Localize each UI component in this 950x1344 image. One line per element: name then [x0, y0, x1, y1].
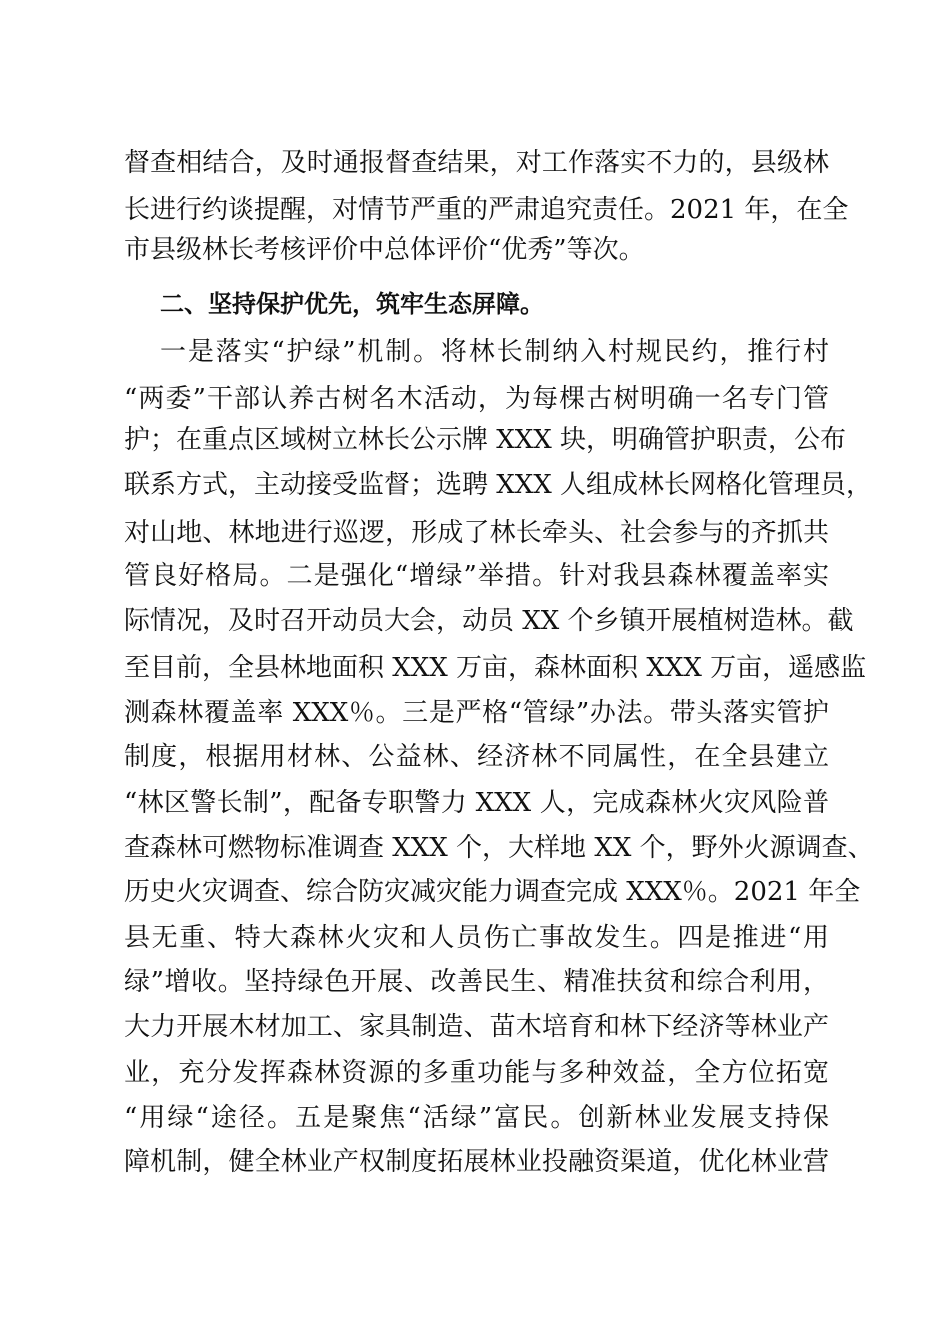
paragraph-line: 绿”增收。坚持绿色开展、改善民生、精准扶贫和综合利用，: [124, 967, 829, 997]
paragraph-line: 管良好格局。二是强化“增绿”举措。针对我县森林覆盖率实: [124, 561, 829, 591]
paragraph-line: “林区警长制”，配备专职警力 XXX 人，完成森林火灾风险普: [124, 788, 829, 818]
paragraph-line: 查森林可燃物标准调查 XXX 个，大样地 XX 个，野外火源调查、: [124, 833, 874, 863]
paragraph-line: 业，充分发挥森林资源的多重功能与多种效益，全方位拓宽: [124, 1058, 829, 1088]
paragraph-line: 长进行约谈提醒，对情节严重的严肃追究责任。2021 年，在全: [124, 195, 849, 225]
paragraph-line: 历史火灾调查、综合防灾减灾能力调查完成 XXX％。2021 年全: [124, 877, 861, 907]
paragraph-line: 际情况，及时召开动员大会，动员 XX 个乡镇开展植树造林。截: [124, 606, 854, 636]
paragraph-line: 测森林覆盖率 XXX％。三是严格“管绿”办法。带头落实管护: [124, 698, 829, 728]
section-heading: 二、坚持保护优先，筑牢生态屏障。: [160, 290, 544, 318]
paragraph-line: 护；在重点区域树立林长公示牌 XXX 块，明确管护职责，公布: [124, 425, 847, 455]
paragraph-line: “两委”干部认养古树名木活动，为每棵古树明确一名专门管: [124, 384, 829, 414]
paragraph-line: 一是落实“护绿”机制。将林长制纳入村规民约，推行村: [160, 337, 829, 367]
paragraph-line: “用绿“途径。五是聚焦“活绿”富民。创新林业发展支持保: [124, 1103, 829, 1133]
paragraph-line: 联系方式，主动接受监督；选聘 XXX 人组成林长网格化管理员，: [124, 470, 873, 500]
paragraph-line: 市县级林长考核评价中总体评价“优秀”等次。: [124, 235, 645, 265]
paragraph-line: 制度，根据用材林、公益林、经济林不同属性，在全县建立: [124, 742, 829, 772]
paragraph-line: 至目前，全县林地面积 XXX 万亩，森林面积 XXX 万亩，遥感监: [124, 653, 867, 683]
paragraph-line: 对山地、林地进行巡逻，形成了林长牵头、社会参与的齐抓共: [124, 518, 829, 548]
paragraph-line: 障机制，健全林业产权制度拓展林业投融资渠道，优化林业营: [124, 1147, 829, 1177]
paragraph-line: 大力开展木材加工、家具制造、苗木培育和林下经济等林业产: [124, 1012, 829, 1042]
paragraph-line: 县无重、特大森林火灾和人员伤亡事故发生。四是推进“用: [124, 923, 829, 953]
paragraph-line: 督查相结合，及时通报督查结果，对工作落实不力的，县级林: [124, 148, 829, 178]
